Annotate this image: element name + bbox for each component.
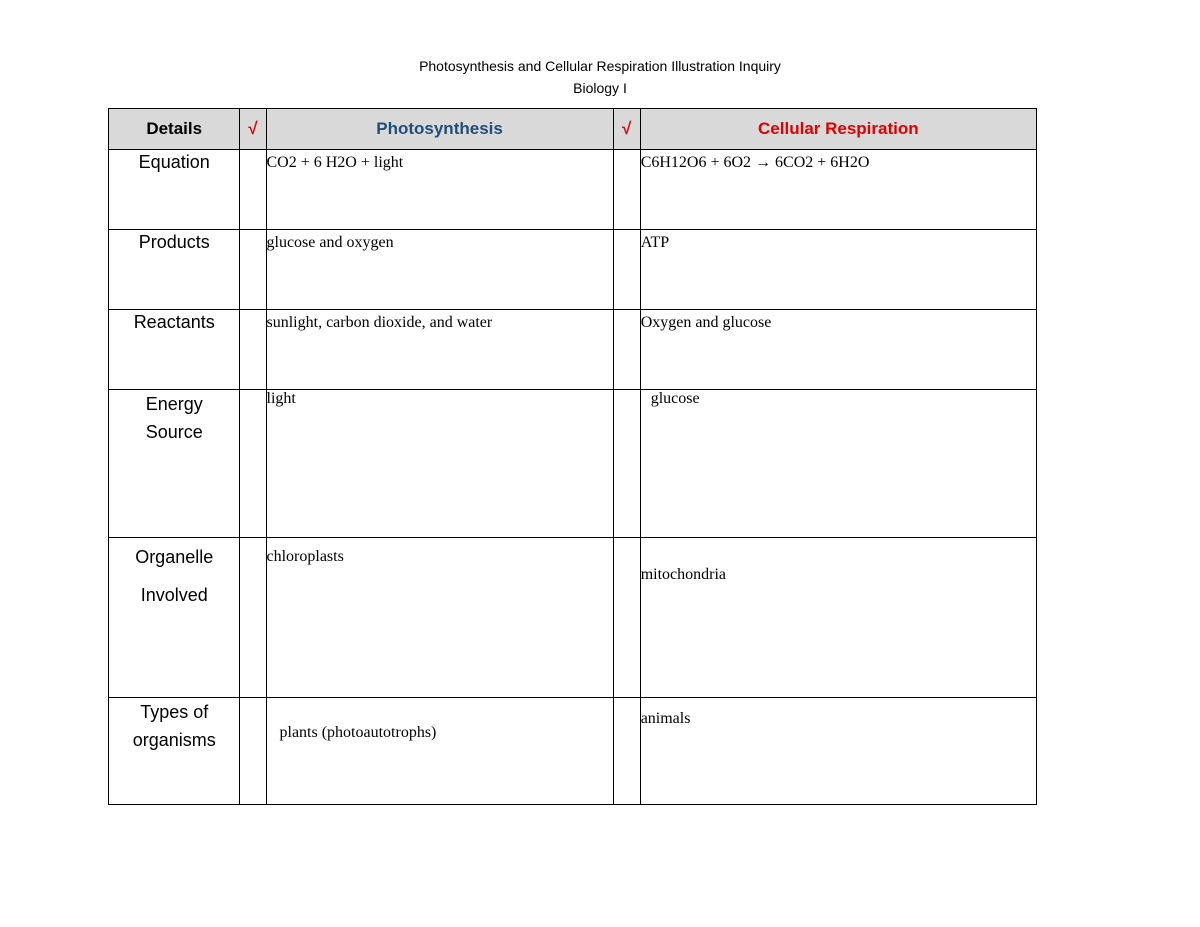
detail-label bbox=[109, 310, 240, 390]
photosynthesis-cell bbox=[266, 538, 613, 698]
header-details: Details bbox=[109, 109, 240, 150]
check-cell-respiration[interactable] bbox=[613, 698, 640, 805]
respiration-value: C6H12O6 + 6O2 → 6CO2 + 6H2O bbox=[640, 154, 870, 171]
respiration-value: Oxygen and glucose bbox=[640, 314, 772, 331]
detail-line: Equation bbox=[138, 152, 210, 172]
table-row bbox=[109, 150, 1037, 230]
check-cell-respiration[interactable] bbox=[613, 310, 640, 390]
table-row bbox=[109, 310, 1037, 390]
photosynthesis-cell bbox=[266, 698, 613, 805]
photosynthesis-value: light bbox=[266, 390, 296, 407]
check-cell-photosynthesis[interactable] bbox=[240, 230, 266, 310]
document-subtitle: Biology I bbox=[573, 80, 627, 96]
respiration-value: ATP bbox=[640, 234, 670, 251]
photosynthesis-cell bbox=[266, 230, 613, 310]
detail-label bbox=[109, 230, 240, 310]
check-cell-photosynthesis[interactable] bbox=[240, 698, 266, 805]
respiration-value: glucose bbox=[650, 390, 700, 407]
detail-line: Energy bbox=[145, 394, 203, 414]
detail-line: organisms bbox=[132, 730, 216, 750]
detail-label bbox=[109, 538, 240, 698]
detail-label bbox=[109, 698, 240, 805]
table-row bbox=[109, 698, 1037, 805]
detail-label bbox=[109, 150, 240, 230]
check-cell-respiration[interactable] bbox=[613, 150, 640, 230]
detail-line: Products bbox=[138, 232, 210, 252]
comparison-table bbox=[108, 108, 1037, 805]
respiration-value: mitochondria bbox=[640, 566, 726, 583]
table-row bbox=[109, 230, 1037, 310]
respiration-cell bbox=[640, 310, 1036, 390]
table-row bbox=[109, 538, 1037, 698]
photosynthesis-cell bbox=[266, 310, 613, 390]
header-check-photosynthesis: √ bbox=[240, 109, 266, 150]
header-photosynthesis: Photosynthesis bbox=[266, 109, 613, 150]
table-row bbox=[109, 390, 1037, 538]
check-cell-photosynthesis[interactable] bbox=[240, 538, 266, 698]
check-cell-photosynthesis[interactable] bbox=[240, 310, 266, 390]
check-cell-respiration[interactable] bbox=[613, 538, 640, 698]
photosynthesis-value: glucose and oxygen bbox=[266, 234, 394, 251]
photosynthesis-value: chloroplasts bbox=[266, 548, 344, 565]
respiration-cell bbox=[640, 538, 1036, 698]
photosynthesis-value: plants (photoautotrophs) bbox=[279, 724, 437, 741]
photosynthesis-cell bbox=[266, 150, 613, 230]
detail-label bbox=[109, 390, 240, 538]
detail-line: Involved bbox=[140, 585, 208, 605]
header-cellular-respiration: Cellular Respiration bbox=[640, 109, 1036, 150]
photosynthesis-cell bbox=[266, 390, 613, 538]
check-cell-respiration[interactable] bbox=[613, 230, 640, 310]
respiration-cell bbox=[640, 698, 1036, 805]
check-cell-photosynthesis[interactable] bbox=[240, 150, 266, 230]
check-cell-respiration[interactable] bbox=[613, 390, 640, 538]
photosynthesis-value: CO2 + 6 H2O + light bbox=[266, 154, 404, 171]
detail-line: Source bbox=[145, 422, 203, 442]
header-check-respiration: √ bbox=[613, 109, 640, 150]
photosynthesis-value: sunlight, carbon dioxide, and water bbox=[266, 314, 493, 331]
respiration-cell bbox=[640, 390, 1036, 538]
detail-line: Organelle bbox=[135, 547, 214, 567]
check-cell-photosynthesis[interactable] bbox=[240, 390, 266, 538]
respiration-value: animals bbox=[640, 710, 691, 727]
respiration-cell bbox=[640, 150, 1036, 230]
respiration-cell bbox=[640, 230, 1036, 310]
detail-line: Types of bbox=[140, 702, 209, 722]
detail-line: Reactants bbox=[133, 312, 215, 332]
header-row bbox=[109, 109, 1037, 150]
document-title: Photosynthesis and Cellular Respiration Illustration Inquiry bbox=[419, 58, 781, 74]
